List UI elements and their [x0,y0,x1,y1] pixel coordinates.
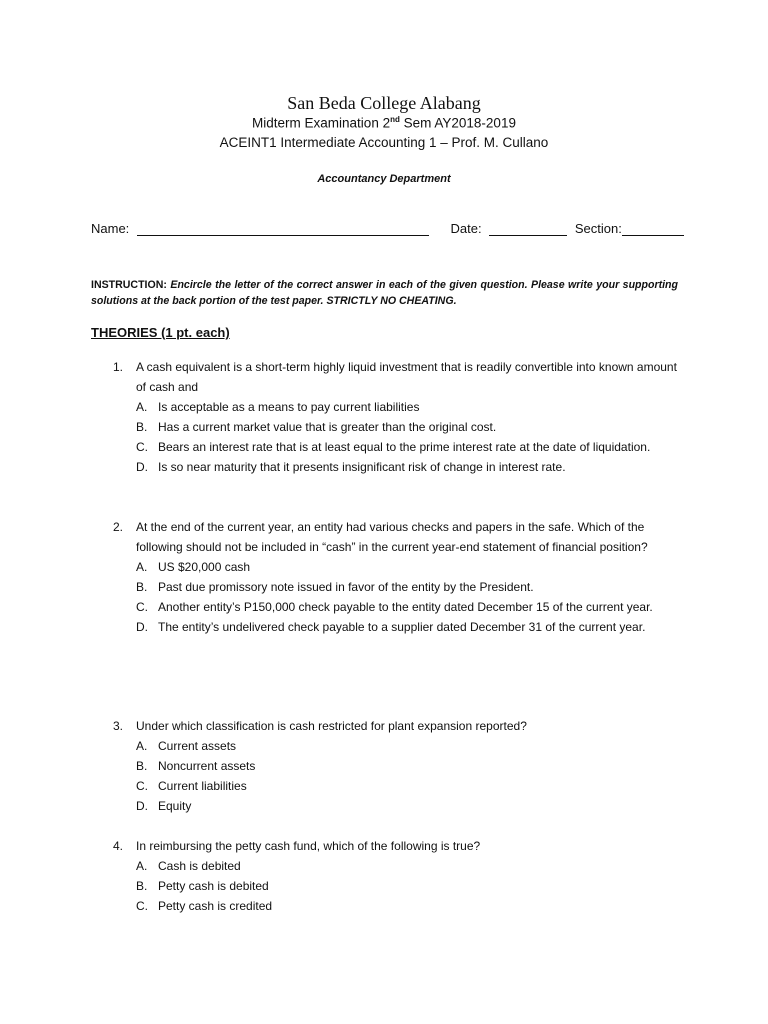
option-letter: A. [136,400,148,414]
course-title: ACEINT1 Intermediate Accounting 1 – Prof. M. Cullano [219,135,549,150]
option-letter: A. [136,859,148,873]
option-letter: D. [136,460,148,474]
instruction-label: INSTRUCTION: [91,279,167,291]
option-letter: B. [136,759,148,773]
option-text: Is acceptable as a means to pay current liabilities [158,400,420,414]
answer-option[interactable] [136,617,683,637]
option-text: Current assets [158,739,237,753]
school-name: San Beda College Alabang [287,93,481,113]
answer-option[interactable] [136,557,683,577]
option-text: Has a current market value that is greater than the original cost. [158,420,497,434]
option-text: Another entity’s P150,000 check payable to the entity dated December 15 of the current year. [158,600,653,614]
question-number: 3. [113,719,124,733]
instruction-block [91,277,678,309]
answer-option[interactable] [136,457,683,477]
option-text: Petty cash is credited [158,899,273,913]
option-text: Cash is debited [158,859,241,873]
department-name: Accountancy Department [317,173,451,185]
question-text: At the end of the current year, an entity had various checks and papers in the safe. Which of the following should not be included in “cash” in the current year-end statement of financial position? [136,520,648,554]
instruction-text: Encircle the letter of the correct answer in each of the given question. Please write your supporting solutions at the back portion of the test paper. STRICTLY NO CHEATING. [91,279,678,307]
section-title: THEORIES (1 pt. each) [91,325,230,340]
option-letter: C. [136,600,148,614]
student-info-fields [91,221,691,236]
option-letter: D. [136,799,148,813]
question-item [113,517,683,637]
option-text: Current liabilities [158,779,247,793]
name-blank[interactable] [137,221,429,236]
answer-option[interactable] [136,796,683,816]
exam-title-superscript: nd [390,115,400,124]
option-letter: C. [136,899,148,913]
option-text: Is so near maturity that it presents insignificant risk of change in interest rate. [158,460,566,474]
exam-title-prefix: Midterm Examination 2 [252,115,391,131]
question-text: A cash equivalent is a short-term highly liquid investment that is readily convertible into known amount of cash and [136,360,677,394]
answer-option[interactable] [136,776,683,796]
answer-option[interactable] [136,397,683,417]
option-letter: A. [136,560,148,574]
exam-title-suffix: Sem AY2018-2019 [399,115,516,131]
answer-option[interactable] [136,597,683,617]
answer-option[interactable] [136,736,683,756]
option-letter: B. [136,580,148,594]
question-number: 4. [113,839,124,853]
date-blank[interactable] [489,221,567,236]
option-text: Bears an interest rate that is at least equal to the prime interest rate at the date of liquidation. [158,440,651,454]
section-label: Section: [574,221,622,236]
question-text: Under which classification is cash restricted for plant expansion reported? [136,719,527,733]
name-label: Name: [91,221,130,236]
option-letter: A. [136,739,148,753]
option-text: Petty cash is debited [158,879,269,893]
answer-option[interactable] [136,896,683,916]
option-text: Noncurrent assets [158,759,256,773]
answer-option[interactable] [136,577,683,597]
option-letter: C. [136,440,148,454]
option-letter: D. [136,620,148,634]
question-item [113,357,683,477]
question-item [113,716,683,816]
option-letter: C. [136,779,148,793]
answer-option[interactable] [136,417,683,437]
question-item [113,836,683,916]
option-letter: B. [136,879,148,893]
section-blank[interactable] [622,221,684,236]
date-label: Date: [450,221,482,236]
question-number: 2. [113,520,124,534]
question-number: 1. [113,360,124,374]
question-text: In reimbursing the petty cash fund, which of the following is true? [136,839,481,853]
option-text: US $20,000 cash [158,560,251,574]
option-text: The entity’s undelivered check payable to a supplier dated December 31 of the current year. [158,620,646,634]
option-letter: B. [136,420,148,434]
option-text: Equity [158,799,192,813]
answer-option[interactable] [136,756,683,776]
option-text: Past due promissory note issued in favor of the entity by the President. [158,580,534,594]
answer-option[interactable] [136,876,683,896]
exam-title [0,115,768,131]
answer-option[interactable] [136,437,683,457]
answer-option[interactable] [136,856,683,876]
